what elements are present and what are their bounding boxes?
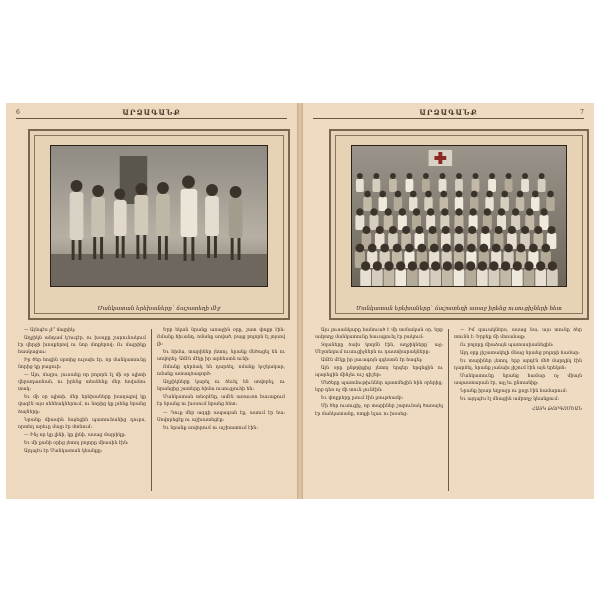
photo-caption: Մանկատան երեխաները` ճաշատեղի առաջ իրենց ուսուցիչների հետ bbox=[356, 306, 562, 312]
paragraph: Նրանք միասին նայեցին պատուհանից դուրս, որտեղ արեւը մայր էր մտնում։ bbox=[18, 417, 146, 430]
paragraph: Եւ տարիներ յետոյ, երբ արդէն մեծ մարդիկ էին դարձել, նրանք յաճախ յիշում էին այն երեկոն։ bbox=[454, 359, 582, 372]
paragraph: Այս լուսանկարը հանուած է մի տօնական օր, երբ ամբողջ մանկատունը հաւաքուել էր բակում։ bbox=[315, 328, 443, 341]
paragraph: Մանկատունը նրանց համար ոչ միայն ապաստարան էր, այլ եւ ընտանիք։ bbox=[454, 374, 582, 387]
right-page bbox=[303, 103, 594, 499]
paragraph: Եւ այդպէս էլ մնացին ամբողջ կեանքում։ bbox=[460, 397, 559, 403]
text-column-left bbox=[18, 327, 146, 493]
paragraph: — Այո, մայրս, յուսանք որ բոլորն էլ մի օր պիտի վերադառնան, ու իրենց տեսնենք մեր հովանու տակ։ bbox=[18, 373, 146, 393]
photograph-children-group bbox=[50, 145, 268, 287]
text-columns bbox=[18, 327, 285, 493]
paragraph: Եւ նրանք սովորում ու աշխատում էին։ bbox=[163, 425, 258, 431]
running-header bbox=[16, 108, 287, 119]
column-rule bbox=[448, 329, 449, 491]
photo-caption: Մանկատան երեխաները` ճաշատեղի մէջ bbox=[97, 306, 221, 312]
paragraph: Մանկատան տնօրէնը, ամէն առաւօտ հաւաքում էր նրանց ու խօսում նրանց հետ։ bbox=[157, 395, 285, 408]
paragraph: — Ինչ որ կը լինի, կը լինի, ասաց մայրիկը։ bbox=[24, 432, 126, 438]
paragraph: Մի ծեր ուսուցիչ, որ տարիներ շարունակ ծառայել էր մանկատանը, ոտքի ելաւ ու խօսեց։ bbox=[315, 404, 443, 417]
page-number: 7 bbox=[580, 109, 584, 116]
running-title: ԱՐՁԱԳԱՆՔ bbox=[122, 108, 181, 117]
column-rule bbox=[151, 329, 152, 491]
text-columns bbox=[315, 327, 582, 493]
paragraph: Այդ օրը յիշատակելի մնաց նրանց բոլորի համար։ bbox=[460, 351, 580, 357]
paragraph: Մեծերը պատմութիւններ պատմեցին հին օրերից, երբ դեռ ոչ մի տուն չունէին։ bbox=[315, 381, 443, 394]
paragraph: — Իմ զաւակներս, ասաց նա, այս տունը ձեր տունն է։ Երբեք մի մոռանաք։ bbox=[454, 328, 582, 341]
paragraph: Ոմանք դերձակ են դարձել, ոմանք կօշկակար, ոմանք ատաղձագործ։ bbox=[157, 365, 285, 378]
running-title: ԱՐՁԱԳԱՆՔ bbox=[419, 108, 478, 117]
photo-plate bbox=[329, 129, 589, 320]
paragraph: Այդպէս էր Մանկատան կեանքը։ bbox=[24, 448, 103, 454]
paragraph: — Այնպէս չէ՞ մայրիկ։ bbox=[24, 328, 76, 333]
paragraph: Աղջիկն անդամ կ'ուզէր, ու խօսքը շարունակում էր վերջի խոսքերով ու նոր մտքերով։ Ու մայրիկը հասկացաւ։ bbox=[18, 336, 146, 356]
paragraph: — Դուք մեր ազգի ապագան էք, ասում էր նա։ Սովորեցէք ու աշխատեցէք։ bbox=[157, 410, 285, 423]
text-column-left bbox=[315, 327, 443, 493]
paragraph: Նրանք իրար եղբայր ու քոյր էին համարում։ bbox=[460, 389, 568, 395]
paragraph: Այն օրը ընթրիքից յետոյ երգեր երգեցին ու պարեցին մինչեւ ուշ գիշեր։ bbox=[315, 366, 443, 379]
magazine-spread bbox=[6, 103, 594, 499]
paragraph: Ու բոլորը միաձայն պատասխանեցին։ bbox=[460, 343, 554, 349]
paragraph: Եւ փոքրերը լսում էին լռութեամբ։ bbox=[321, 396, 404, 402]
paragraph: Տղաները ձախ կողմն էին, աղջիկները` աջ։ Մէջտեղում ուսուցիչներն ու դաստիարակները։ bbox=[315, 343, 443, 356]
paragraph: Եւ հիմա, տարիներ յետոյ, նրանք մեծացել են ու սովորել։ Ամէն մէկը իր արհեստն ունի։ bbox=[157, 350, 285, 363]
text-column-right bbox=[157, 327, 285, 493]
text-column-right bbox=[454, 327, 582, 493]
photograph-orphanage-assembly bbox=[351, 145, 567, 287]
paragraph: Աղջիկները կարել ու ձեւել են սովորել, ու նրանցից շատերը հիմա ուսուցչուհի են։ bbox=[157, 380, 285, 393]
paragraph: Եւ մի օր պիտի, մեր երեխաները խաղալով կը վազէն այս սենեակներում, ու նորից կը լսենք նրանց ձայները։ bbox=[18, 395, 146, 415]
author-signature: ՀԱՅԿ ԹՈՐԳՈՄԵԱՆ bbox=[532, 407, 582, 413]
left-page bbox=[6, 103, 297, 499]
running-header bbox=[313, 108, 584, 119]
page-number: 6 bbox=[16, 109, 20, 116]
photo-plate bbox=[28, 129, 290, 320]
paragraph: Ամէն մէկը իր լաւագոյն զգեստն էր հագել։ bbox=[321, 358, 423, 364]
paragraph: Երբ եկան նրանք առաջին օրը, շատ փոքր էին։ Ոմանք հիւանդ, ոմանք սոված, բայց բոլորն էլ յոյսով լի։ bbox=[157, 328, 285, 348]
paragraph: Իր ծեր հոգին սրտից ուրախ էր, որ մանկատունը նորից կը բացուի։ bbox=[18, 358, 146, 371]
paragraph: Եւ մի քանի օրից յետոյ բոլորը միասին էին։ bbox=[24, 440, 129, 446]
